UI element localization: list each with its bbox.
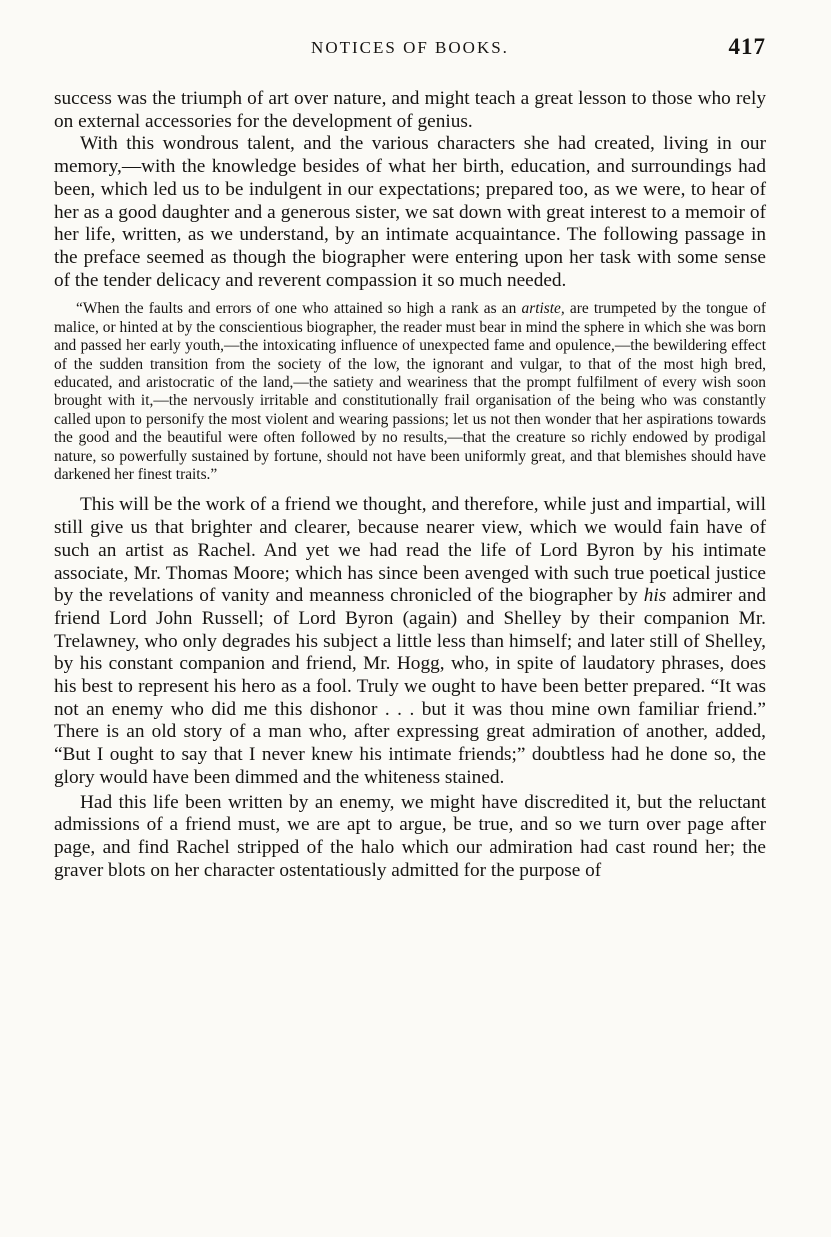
quote-italic-artiste: artiste, [521,300,565,318]
running-title: NOTICES OF BOOKS. [311,38,509,57]
paragraph-continuation: success was the triumph of art over nature, and might teach a great lesson to those who rely on external accessories for the development of genius. [54,88,766,132]
page-number: 417 [728,34,766,59]
quote-text-end: are trumpeted by the tongue of malice, or hinted at by the conscientious biographer, the reader must bear in mind the sphere in which she was born and passed her early youth,—the intoxicating influence of unexpected fame and opulence,—the bewildering effect of the sudden transition from the society of the low, the ignorant and vulgar, to that of the most high bred, educated, and aristocratic of the land,—the satiety and weariness that the prompt fulfilment of every wish soon brought with it,—the nervously irritable and constitutionally frail organisation of the being who was constantly called upon to personify the most violent and wearing passions; let us not then wonder that her aspirations towards the good and the beautiful were often followed by no results,—that the creature so richly endowed by prodigal nature, so powerfully sustained by fortune, should not have been uniformly great, and that blemishes should have darkened her finest traits.” [54,300,766,483]
page-header [54,34,766,64]
paragraph-friend-end: admirer and friend Lord John Russell; of Lord Byron (again) and Shelley by their companion Mr. Trelawney, who only degrades his subject a little less than himself; and later still of Shelley, by his constant companion and friend, Mr. Hogg, who, in spite of laudatory phrases, does his best to represent his hero as a fool. Truly we ought to have been better prepared. “It was not an enemy who did me this dishonor . . . but it was thou mine own familiar friend.” There is an old story of a man who, after expressing great admiration of another, added, “But I ought to say that I never knew his intimate friends;” doubtless had he done so, the glory would have been dimmed and the whiteness stained. [54,585,766,788]
paragraph-friend [54,494,766,789]
paragraph-friend-italic: his [643,585,667,607]
paragraph-talent: With this wondrous talent, and the various characters she had created, living in our memory,—with the knowledge besides of what her birth, education, and surroundings had been, which led us to be indulgent in our expectations; prepared too, as we were, to hear of her as a good daughter and a generous sister, we sat down with great interest to a memoir of her life, written, as we understand, by an intimate acquaintance. The following passage in the preface seemed as though the biographer were entering upon her task with some sense of the tender delicacy and reverent compassion it so much needed. [54,133,766,291]
quote-text-start: “When the faults and errors of one who attained so high a rank as an [76,300,517,318]
paragraph-enemy: Had this life been written by an enemy, we might have discredited it, but the reluctant admissions of a friend must, we are apt to argue, be true, and so we turn over page after page, and find Rachel stripped of the halo which our admiration had cast round her; the graver blots on her character ostentatiously admitted for the purpose of [54,791,766,881]
paragraph-friend-start: This will be the work of a friend we thought, and therefore, while just and impartial, will still give us that brighter and clearer, because nearer view, which we would fain have of such an artist as Rachel. And yet we had read the life of Lord Byron by his intimate associate, Mr. Thomas Moore; which has since been avenged with such true poetical justice by the revelations of vanity and meanness chronicled of the biographer by [54,494,766,607]
block-quote [54,300,766,484]
book-page [54,34,766,882]
